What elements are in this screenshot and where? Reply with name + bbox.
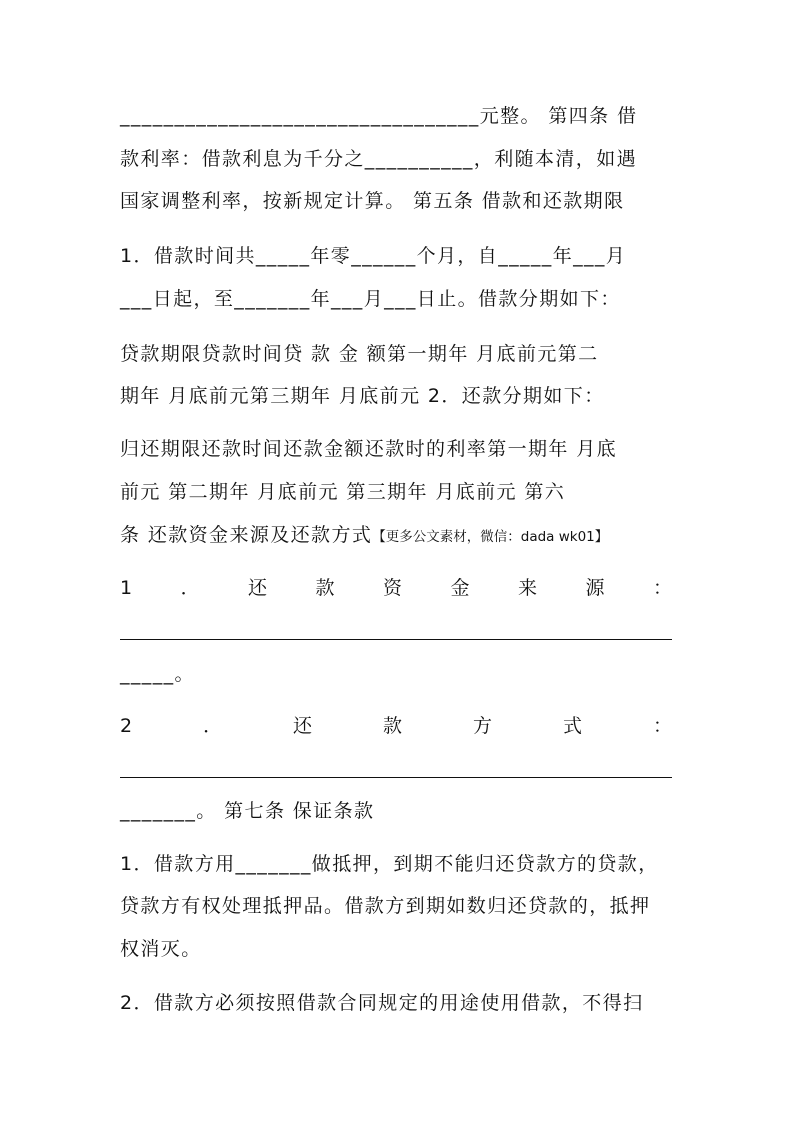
spread-char: 款 [315, 577, 335, 599]
spread-char: 式 [563, 715, 583, 737]
underline-blank [120, 615, 672, 647]
spread-char: ： [652, 715, 672, 737]
spread-line [120, 710, 672, 742]
underline-blank [120, 753, 672, 785]
spread-char: 来 [517, 577, 537, 599]
text-line: 国家调整利率，按新规定计算。 第五条 借款和还款期限 [120, 190, 625, 212]
spread-char: ． [203, 715, 223, 737]
text-line: _________________________________元整。 第四条 借 [120, 105, 638, 127]
text-line [120, 519, 672, 551]
text-fragment: 条 还款资金来源及还款方式 [120, 524, 373, 546]
spread-char: 方 [473, 715, 493, 737]
text-line: ___日起，至_______年___月___日止。借款分期如下： [120, 288, 621, 310]
blank-rule [120, 753, 672, 785]
text-line: 1．借款方用_______做抵押，到期不能归还贷款方的贷款， [120, 853, 659, 875]
spread-char: 源 [585, 577, 605, 599]
text-line: 贷款方有权处理抵押品。借款方到期如数归还贷款的，抵押 [120, 895, 651, 917]
spread-char: ． [180, 577, 200, 599]
text-line: 归还期限还款时间还款金额还款时的利率第一期年 月底 [120, 438, 618, 460]
text-line: _____。 [120, 663, 195, 685]
spread-char: ： [652, 577, 672, 599]
spread-char: 还 [293, 715, 313, 737]
spread-char: 还 [248, 577, 268, 599]
text-line: 款利率：借款利息为千分之__________，利随本清，如遇 [120, 148, 638, 170]
text-line: _______。 第七条 保证条款 [120, 800, 375, 822]
spread-char: 2 [120, 715, 133, 737]
text-line: 2．借款方必须按照借款合同规定的用途使用借款，不得扫 [120, 992, 644, 1014]
spread-line [120, 572, 672, 604]
text-line: 期年 月底前元第三期年 月底前元 2．还款分期如下： [120, 385, 605, 407]
spread-char: 款 [383, 715, 403, 737]
text-line: 贷款期限贷款时间贷 款 金 额第一期年 月底前元第二 [120, 343, 599, 365]
spread-char: 金 [450, 577, 470, 599]
text-line: 前元 第二期年 月底前元 第三期年 月底前元 第六 [120, 481, 566, 503]
spread-char: 1 [120, 577, 133, 599]
text-line: 权消灭。 [120, 938, 202, 960]
promo-note: 【更多公文素材，微信：dada wk01】 [372, 529, 609, 545]
blank-rule [120, 615, 672, 647]
spread-char: 资 [383, 577, 403, 599]
text-line: 1．借款时间共_____年零______个月，自_____年___月 [120, 245, 627, 267]
